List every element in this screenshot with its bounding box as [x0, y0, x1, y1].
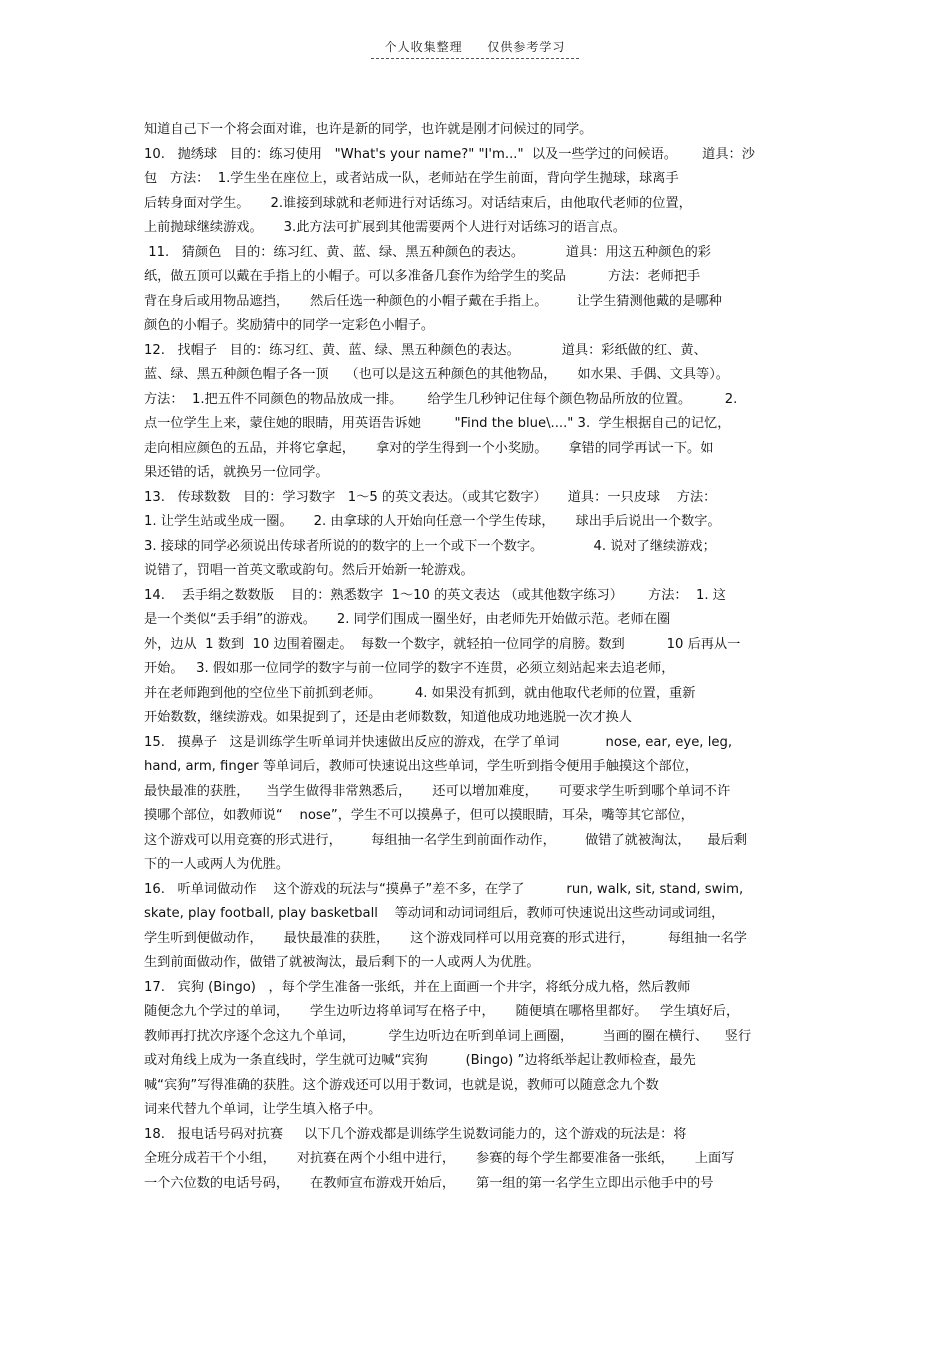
text-line: 下的一人或两人为优胜。 — [144, 857, 290, 872]
text-line: skate, play football, play basketball 等动词和动词词组后，教师可快速说出这些动词或词组， — [144, 906, 725, 921]
text-line: 13. 传球数数 目的：学习数字 1～5 的英文表达。（或其它数字） 道具：一只皮球 方法： — [144, 489, 717, 505]
text-line: 纸，做五顶可以戴在手指上的小帽子。可以多准备几套作为给学生的奖品 方法：老师把手 — [144, 269, 701, 284]
text-line: 喊“宾狗”写得准确的获胜。这个游戏还可以用于数词，也就是说，教师可以随意念九个数 — [144, 1077, 659, 1093]
header-text — [371, 38, 580, 59]
text-line: 摸哪个部位，如教师说“ nose”，学生不可以摸鼻子，但可以摸眼睛，耳朵，嘴等其它部位， — [144, 808, 694, 823]
text-line: 最快最准的获胜， 当学生做得非常熟悉后， 还可以增加难度， 可要求学生听到哪个单词不许 — [144, 783, 731, 799]
text-line: 10. 抛绣球 目的：练习使用 "What's your name?" "I'm..." 以及一些学过的问候语。 道具：沙 — [144, 146, 755, 162]
text-line: 15. 摸鼻子 这是训练学生听单词并快速做出反应的游戏，在学了单词 nose, ear, eye, leg, — [144, 734, 733, 750]
text-line: 知道自己下一个将会面对谁，也许是新的同学，也许就是刚才问候过的同学。 — [144, 122, 593, 137]
text-line: 18. 报电话号码对抗赛 以下几个游戏都是训练学生说数词能力的，这个游戏的玩法是：将 — [144, 1126, 687, 1142]
text-line: 开始。 3. 假如那一位同学的数字与前一位同学的数字不连贯，必须立刻站起来去追老师， — [144, 661, 675, 676]
text-line: 后转身面对学生。 2.谁接到球就和老师进行对话练习。对话结束后，由他取代老师的位置， — [144, 195, 692, 211]
text-line: 蓝、绿、黑五种颜色帽子各一顶 （也可以是这五种颜色的其他物品， 如水果、手偶、文具等）。 — [144, 367, 729, 382]
text-line: 开始数数，继续游戏。如果捉到了，还是由老师数数，知道他成功地逃脱一次才换人 — [144, 710, 632, 725]
header-right-label: 仅供参考学习 — [487, 40, 566, 54]
header-left-label: 个人收集整理 — [384, 40, 463, 54]
text-line: 颜色的小帽子。奖励猜中的同学一定彩色小帽子。 — [144, 318, 435, 333]
text-line: 并在老师跑到他的空位坐下前抓到老师。 4. 如果没有抓到，就由他取代老师的位置，重新 — [144, 685, 696, 701]
text-line: 3. 接球的同学必须说出传球者所说的的数字的上一个或下一个数字。 4. 说对了继续游戏； — [144, 538, 716, 554]
text-line: 果还错的话，就换另一位同学。 — [144, 465, 329, 480]
text-line: 一个六位数的电话号码， 在教师宣布游戏开始后， 第一组的第一名学生立即出示他手中的号 — [144, 1175, 714, 1191]
text-line: 是一个类似“丢手绢”的游戏。 2. 同学们围成一圈坐好，由老师先开始做示范。老师在圈 — [144, 612, 671, 627]
text-line: 方法： 1.把五件不同颜色的物品放成一排。 给学生几秒钟记住每个颜色物品所放的位置。 2. — [144, 391, 738, 407]
page-header — [0, 38, 950, 59]
text-line: hand, arm, finger 等单词后，教师可快速说出这些单词，学生听到指令便用手触摸这个部位， — [144, 759, 699, 774]
text-line: 背在身后或用物品遮挡， 然后任选一种颜色的小帽子戴在手指上。 让学生猜测他戴的是哪种 — [144, 293, 722, 309]
text-line: 词来代替九个单词，让学生填入格子中。 — [144, 1102, 382, 1117]
text-line: 学生听到便做动作， 最快最准的获胜， 这个游戏同样可以用竞赛的形式进行， 每组抽一名学 — [144, 930, 747, 946]
text-line: 1. 让学生站或坐成一圈。 2. 由拿球的人开始向任意一个学生传球， 球出手后说出一个数字。 — [144, 514, 721, 529]
text-line: 外，边从 1 数到 10 边围着圈走。 每数一个数字，就轻拍一位同学的肩膀。数到 10 后再从一 — [144, 636, 741, 652]
text-line: 点一位学生上来，蒙住她的眼睛，用英语告诉她 "Find the blue\...." 3. 学生根据自己的记忆， — [144, 416, 731, 431]
text-line: 走向相应颜色的五品，并将它拿起， 拿对的学生得到一个小奖励。 拿错的同学再试一下。如 — [144, 440, 714, 456]
text-line: 全班分成若干个小组， 对抗赛在两个小组中进行， 参赛的每个学生都要准备一张纸， 上面写 — [144, 1151, 735, 1166]
text-line: 上前抛球继续游戏。 3.此方法可扩展到其他需要两个人进行对话练习的语言点。 — [144, 220, 626, 235]
text-line: 12. 找帽子 目的：练习红、黄、蓝、绿、黑五种颜色的表达。 道具：彩纸做的红、黄、 — [144, 342, 707, 358]
text-line: 教师再打扰次序逐个念这九个单词， 学生边听边在听到单词上画圈， 当画的圈在横行、 竖行 — [144, 1028, 752, 1044]
text-line: 16. 听单词做动作 这个游戏的玩法与“摸鼻子”差不多，在学了 run, walk, sit, stand, swim, — [144, 881, 744, 897]
text-line: 包 方法： 1.学生坐在座位上，或者站成一队，老师站在学生前面，背向学生抛球，球离手 — [144, 171, 679, 186]
text-line: 17. 宾狗 (Bingo) ，每个学生准备一张纸，并在上面画一个井字，将纸分成九格，然后教师 — [144, 979, 691, 995]
document-body — [144, 118, 812, 1196]
text-line: 生到前面做动作，做错了就被淘汰，最后剩下的一人或两人为优胜。 — [144, 955, 540, 970]
text-line: 随便念九个学过的单词， 学生边听边将单词写在格子中， 随便填在哪格里都好。 学生填好后， — [144, 1004, 740, 1019]
text-line: 或对角线上成为一条直线时，学生就可边喊“宾狗 (Bingo) ”边将纸举起让教师检查，最先 — [144, 1053, 696, 1068]
text-line: 14. 丢手绢之数数版 目的：熟悉数字 1～10 的英文表达 （或其他数字练习） 方法： 1. 这 — [144, 587, 726, 603]
text-line: 这个游戏可以用竞赛的形式进行， 每组抽一名学生到前面作动作， 做错了就被淘汰， 最后剩 — [144, 832, 747, 848]
text-line: 11. 猜颜色 目的：练习红、黄、蓝、绿、黑五种颜色的表达。 道具：用这五种颜色的彩 — [144, 244, 711, 260]
text-line: 说错了，罚唱一首英文歌或韵句。然后开始新一轮游戏。 — [144, 563, 474, 578]
